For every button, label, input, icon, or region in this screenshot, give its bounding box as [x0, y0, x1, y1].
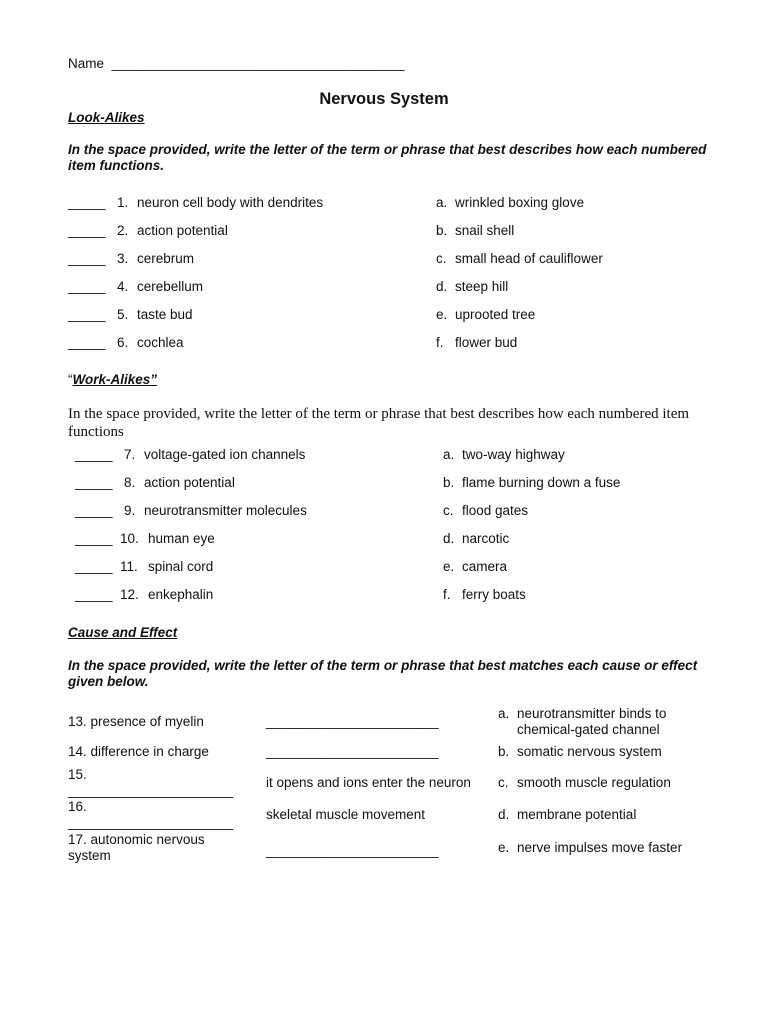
- work-alikes-heading-wrap: [68, 372, 157, 387]
- item-term: spinal cord: [148, 559, 214, 574]
- item-number: 3.: [117, 251, 129, 266]
- item-term: cochlea: [137, 335, 184, 350]
- item-number: 7.: [124, 447, 136, 462]
- option-letter: e.: [498, 840, 510, 855]
- option-letter: f.: [443, 587, 451, 602]
- option-letter: e.: [436, 307, 448, 322]
- option-letter: d.: [436, 279, 448, 294]
- name-blank[interactable]: _______________________________________: [111, 56, 405, 71]
- item-term: taste bud: [137, 307, 193, 322]
- answer-blank[interactable]: _____: [75, 447, 113, 462]
- option-letter: c.: [443, 503, 454, 518]
- item-number: 10.: [120, 531, 139, 546]
- option-letter: e.: [443, 559, 455, 574]
- answer-blank[interactable]: _____: [68, 307, 106, 322]
- answer-blank[interactable]: _____: [68, 279, 106, 294]
- option-text: small head of cauliflower: [455, 251, 603, 266]
- item-number: 12.: [120, 587, 139, 602]
- item-number: 6.: [117, 335, 129, 350]
- cause-effect-instruction: In the space provided, write the letter of the term or phrase that best matches each cause or effect given below.: [68, 658, 698, 689]
- cause-text: 13. presence of myelin: [68, 714, 204, 729]
- answer-blank[interactable]: _____: [68, 251, 106, 266]
- option-text: flood gates: [462, 503, 529, 518]
- option-text: ferry boats: [462, 587, 526, 602]
- answer-blank[interactable]: _____: [68, 195, 106, 210]
- answer-blank[interactable]: _____: [75, 475, 113, 490]
- option-text: snail shell: [455, 223, 515, 238]
- name-label: Name: [68, 56, 105, 71]
- option-text: neurotransmitter binds to chemical-gated channel: [517, 706, 667, 737]
- item-number: 2.: [117, 223, 129, 238]
- cause-effect-heading: Cause and Effect: [68, 625, 178, 640]
- item-number: 9.: [124, 503, 136, 518]
- option-letter: b.: [443, 475, 455, 490]
- option-letter: a.: [436, 195, 448, 210]
- answer-blank[interactable]: _____: [68, 223, 106, 238]
- item-term: neuron cell body with dendrites: [137, 195, 324, 210]
- item-term: action potential: [137, 223, 228, 238]
- option-letter: c.: [436, 251, 447, 266]
- option-text: wrinkled boxing glove: [455, 195, 585, 210]
- item-term: neurotransmitter molecules: [144, 503, 307, 518]
- effect-text: skeletal muscle movement: [266, 807, 426, 822]
- option-text: smooth muscle regulation: [517, 775, 671, 790]
- option-letter: d.: [443, 531, 455, 546]
- option-text: flame burning down a fuse: [462, 475, 621, 490]
- item-term: voltage-gated ion channels: [144, 447, 306, 462]
- answer-blank[interactable]: _____: [75, 531, 113, 546]
- open-quote: “: [68, 372, 73, 387]
- answer-blank[interactable]: _____: [75, 503, 113, 518]
- option-text: steep hill: [455, 279, 509, 294]
- answer-blank[interactable]: _____: [75, 559, 113, 574]
- item-term: action potential: [144, 475, 235, 490]
- cause-blank[interactable]: 15. ______________________: [68, 767, 234, 798]
- cause-text: 14. difference in charge: [68, 744, 209, 759]
- look-alikes-heading: Look-Alikes: [68, 110, 145, 125]
- answer-blank[interactable]: _____: [75, 587, 113, 602]
- item-number: 4.: [117, 279, 129, 294]
- option-letter: c.: [498, 775, 509, 790]
- option-text: flower bud: [455, 335, 518, 350]
- option-text: uprooted tree: [455, 307, 536, 322]
- item-number: 8.: [124, 475, 136, 490]
- work-alikes-heading: Work-Alikes”: [72, 372, 158, 387]
- effect-text: it opens and ions enter the neuron: [266, 775, 471, 790]
- option-text: nerve impulses move faster: [517, 840, 683, 855]
- item-term: cerebellum: [137, 279, 204, 294]
- item-number: 1.: [117, 195, 129, 210]
- name-field[interactable]: [68, 56, 404, 71]
- work-alikes-instruction: In the space provided, write the letter of the term or phrase that best describes how each numbered item functions: [68, 406, 690, 440]
- item-term: enkephalin: [148, 587, 214, 602]
- cause-text: 17. autonomic nervous system: [68, 832, 205, 863]
- item-number: 5.: [117, 307, 129, 322]
- item-term: cerebrum: [137, 251, 195, 266]
- option-text: narcotic: [462, 531, 510, 546]
- answer-blank[interactable]: _______________________: [266, 714, 439, 729]
- option-letter: f.: [436, 335, 444, 350]
- answer-blank[interactable]: _______________________: [266, 744, 439, 759]
- option-letter: a.: [498, 706, 510, 721]
- option-text: somatic nervous system: [517, 744, 662, 759]
- option-letter: b.: [436, 223, 448, 238]
- option-text: camera: [462, 559, 508, 574]
- answer-blank[interactable]: _____: [68, 335, 106, 350]
- item-term: human eye: [148, 531, 215, 546]
- option-text: two-way highway: [462, 447, 565, 462]
- option-letter: a.: [443, 447, 455, 462]
- item-number: 11.: [120, 559, 138, 574]
- cause-blank[interactable]: 16. ______________________: [68, 799, 234, 830]
- answer-blank[interactable]: _______________________: [266, 843, 439, 858]
- page-title: Nervous System: [319, 90, 449, 108]
- look-alikes-instruction: In the space provided, write the letter of the term or phrase that best describes how each numbered item functions.: [68, 142, 707, 173]
- option-letter: b.: [498, 744, 510, 759]
- option-letter: d.: [498, 807, 510, 822]
- option-text: membrane potential: [517, 807, 637, 822]
